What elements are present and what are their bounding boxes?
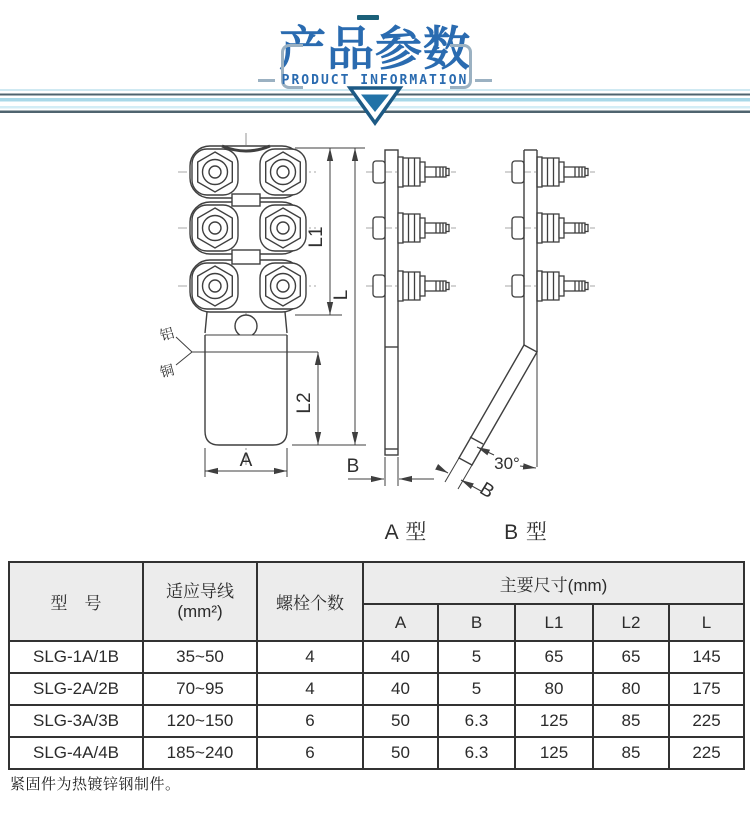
label-copper: 铜 [158, 361, 176, 381]
cell-A: 50 [363, 737, 438, 769]
cell-wire: 120~150 [143, 705, 257, 737]
cell-B: 6.3 [438, 737, 515, 769]
cell-L: 225 [669, 737, 744, 769]
spec-table-container [8, 561, 745, 770]
fastener-note: 紧固件为热镀锌钢制件。 [10, 776, 181, 793]
cell-model: SLG-2A/2B [9, 673, 143, 705]
table-row [9, 737, 744, 769]
col-header-dim-l1: L1 [515, 604, 593, 641]
page-subtitle: PRODUCT INFORMATION [281, 72, 469, 88]
cell-L1: 125 [515, 705, 593, 737]
cell-bolts: 4 [257, 641, 363, 673]
table-row [9, 641, 744, 673]
cell-bolts: 6 [257, 705, 363, 737]
cell-wire: 185~240 [143, 737, 257, 769]
table-row [9, 673, 744, 705]
cell-L2: 65 [593, 641, 669, 673]
col-header-bolts: 螺栓个数 [257, 562, 363, 641]
cell-L: 225 [669, 705, 744, 737]
banner-accent-dash [357, 15, 379, 20]
cell-bolts: 6 [257, 737, 363, 769]
cell-L1: 65 [515, 641, 593, 673]
page-title: 产品参数 [279, 22, 471, 75]
dim-label-b-right: B [475, 478, 498, 503]
dim-label-a: A [239, 450, 253, 471]
subtitle-line-left [258, 79, 275, 82]
cell-A: 40 [363, 641, 438, 673]
technical-drawing [0, 115, 750, 561]
col-header-dimensions-group: 主要尺寸(mm) [363, 562, 744, 604]
dim-label-b-mid: B [346, 456, 360, 477]
cell-L2: 85 [593, 705, 669, 737]
cell-A: 50 [363, 705, 438, 737]
cell-bolts: 4 [257, 673, 363, 705]
subtitle-line-right [475, 79, 492, 82]
wire-header-label: 适应导线 [166, 581, 234, 601]
front-view [176, 133, 318, 467]
side-view-b [437, 150, 595, 491]
col-header-dim-l: L [669, 604, 744, 641]
cell-model: SLG-3A/3B [9, 705, 143, 737]
col-header-model: 型 号 [9, 562, 143, 641]
dim-label-l: L [331, 289, 352, 301]
cell-L1: 80 [515, 673, 593, 705]
col-header-dim-l2: L2 [593, 604, 669, 641]
side-view-a [348, 150, 456, 486]
dim-label-angle: 30° [494, 454, 520, 473]
table-row [9, 705, 744, 737]
wire-header-unit: (mm²) [177, 601, 223, 621]
cell-wire: 35~50 [143, 641, 257, 673]
cell-L: 145 [669, 641, 744, 673]
spec-table [8, 561, 745, 770]
view-label-type-a: A 型 [384, 521, 428, 544]
cell-L2: 80 [593, 673, 669, 705]
cell-L2: 85 [593, 737, 669, 769]
col-header-dim-b: B [438, 604, 515, 641]
cell-wire: 70~95 [143, 673, 257, 705]
col-header-wire [143, 562, 257, 641]
label-aluminum: 铝 [158, 324, 176, 344]
dim-label-l2: L2 [294, 392, 315, 414]
cell-B: 5 [438, 673, 515, 705]
cell-B: 5 [438, 641, 515, 673]
dim-label-l1: L1 [306, 226, 327, 248]
cell-model: SLG-1A/1B [9, 641, 143, 673]
cell-model: SLG-4A/4B [9, 737, 143, 769]
cell-B: 6.3 [438, 705, 515, 737]
view-label-type-b: B 型 [504, 521, 548, 544]
col-header-dim-a: A [363, 604, 438, 641]
cell-L: 175 [669, 673, 744, 705]
cell-A: 40 [363, 673, 438, 705]
cell-L1: 125 [515, 737, 593, 769]
spec-table-body [9, 641, 744, 769]
